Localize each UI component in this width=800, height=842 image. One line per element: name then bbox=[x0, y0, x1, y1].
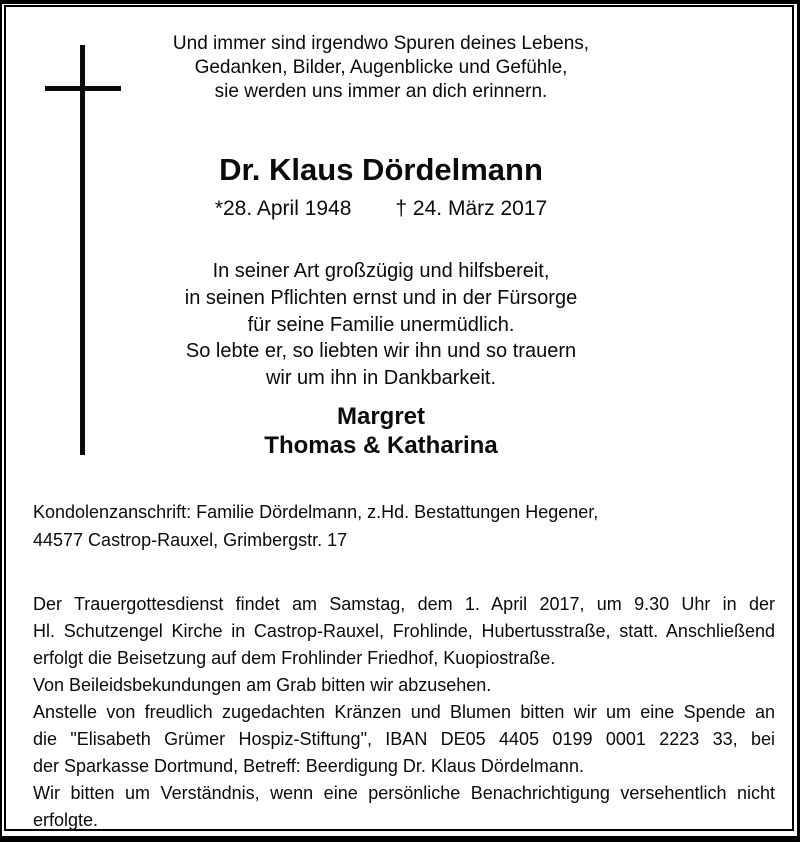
condolence-line: Kondolenzanschrift: Familie Dördelmann, z.Hd. Bestattungen Hegener, bbox=[33, 502, 599, 522]
cross-icon-vertical-bar bbox=[80, 45, 85, 455]
details-line: Wir bitten um Verständnis, wenn eine persönliche Benachrichtigung versehentlich nicht bbox=[33, 783, 775, 803]
death-date: † 24. März 2017 bbox=[395, 197, 548, 220]
eulogy-line: wir um ihn in Dankbarkeit. bbox=[265, 367, 497, 390]
eulogy-line: für seine Familie unermüdlich. bbox=[247, 313, 515, 336]
funeral-details bbox=[33, 591, 775, 834]
memorial-verse bbox=[30, 32, 732, 104]
details-line: erfolgt die Beisetzung auf dem Frohlinder Friedhof, Kuopiostraße. bbox=[33, 648, 556, 668]
birth-date: *28. April 1948 bbox=[214, 197, 352, 220]
deceased-name: Dr. Klaus Dördelmann bbox=[219, 152, 543, 187]
details-line: erfolgte. bbox=[33, 810, 99, 830]
verse-line: sie werden uns immer an dich erinnern. bbox=[214, 81, 548, 102]
details-line: der Sparkasse Dortmund, Betreff: Beerdigung Dr. Klaus Dördelmann. bbox=[33, 756, 584, 776]
mourner-line: Thomas & Katharina bbox=[264, 432, 498, 459]
condolence-address bbox=[33, 498, 775, 554]
eulogy-line: So lebte er, so liebten wir ihn und so trauern bbox=[185, 340, 577, 363]
details-line: Anstelle von freudlich zugedachten Kränzen und Blumen bitten wir um eine Spende an bbox=[33, 702, 775, 722]
mourners bbox=[30, 402, 732, 460]
details-line: Der Trauergottesdienst findet am Samstag, dem 1. April 2017, um 9.30 Uhr in der bbox=[33, 594, 775, 614]
condolence-line: 44577 Castrop-Rauxel, Grimbergstr. 17 bbox=[33, 530, 348, 550]
verse-line: Und immer sind irgendwo Spuren deines Lebens, bbox=[172, 33, 590, 54]
eulogy-line: in seinen Pflichten ernst und in der Fürsorge bbox=[184, 286, 578, 309]
details-line: Von Beileidsbekundungen am Grab bitten wir abzusehen. bbox=[33, 675, 492, 695]
mourner-line: Margret bbox=[336, 403, 426, 430]
verse-line: Gedanken, Bilder, Augenblicke und Gefühle, bbox=[194, 57, 568, 78]
eulogy bbox=[30, 258, 732, 392]
life-dates bbox=[30, 196, 732, 222]
eulogy-line: In seiner Art großzügig und hilfsbereit, bbox=[212, 260, 550, 282]
details-line: Hl. Schutzengel Kirche in Castrop-Rauxel, Frohlinde, Hubertusstraße, statt. Anschließend bbox=[33, 621, 775, 641]
details-line: die "Elisabeth Grümer Hospiz-Stiftung", IBAN DE05 4405 0199 0001 2223 33, bei bbox=[33, 729, 775, 749]
